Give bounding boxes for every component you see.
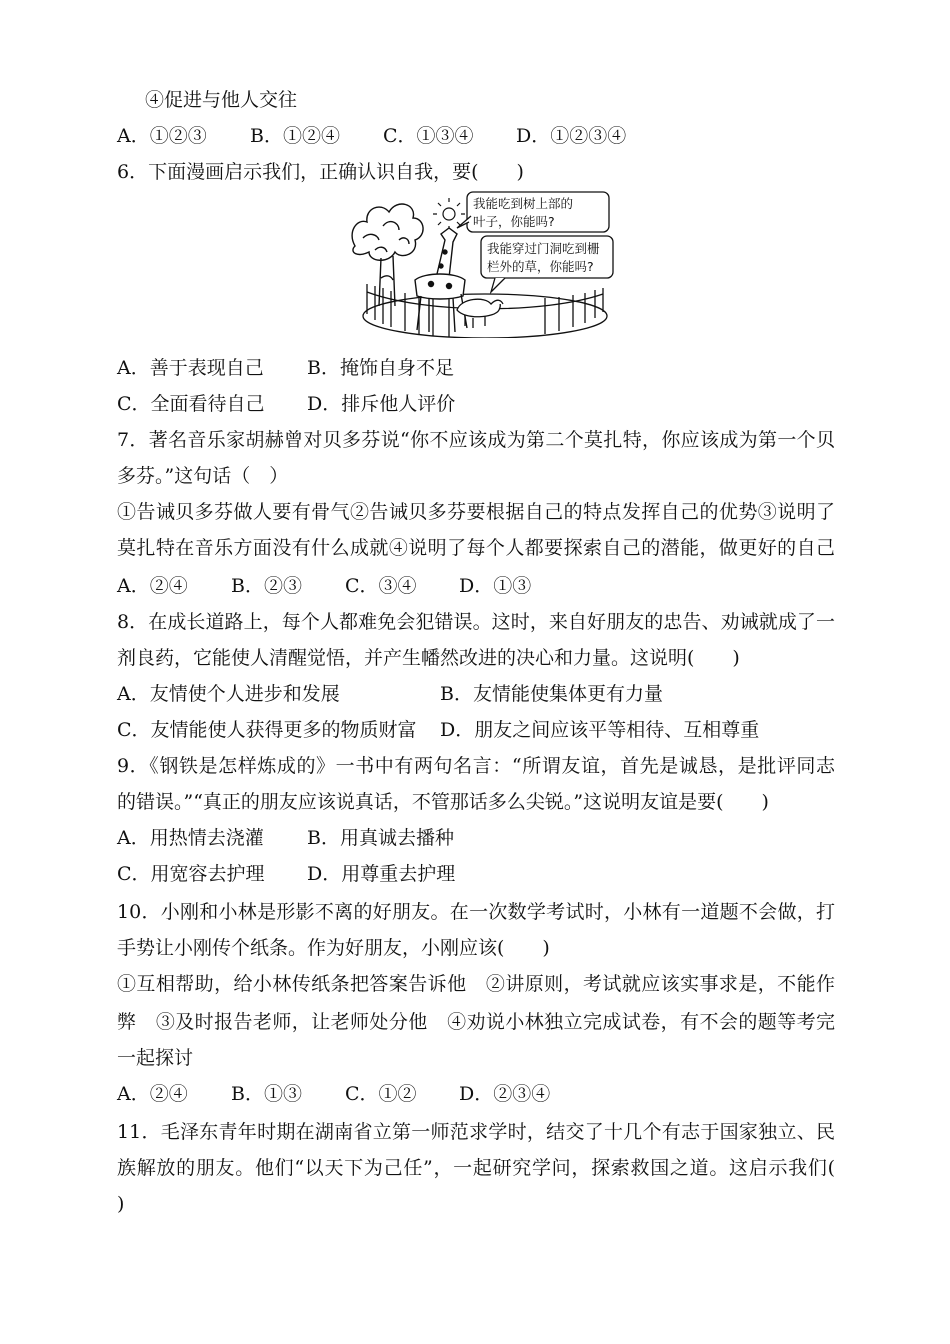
q9-option-b: B．用真诚去播种 — [307, 827, 454, 849]
q7-stem-line1: 7．著名音乐家胡赫曾对贝多芬说“你不应该成为第二个莫扎特，你应该成为第一个贝 — [117, 429, 835, 451]
q10-stem-line1: 10．小刚和小林是形影不离的好朋友。在一次数学考试时，小林有一道题不会做，打 — [117, 901, 835, 923]
giraffe-goat-cartoon — [345, 188, 615, 338]
speech-bubble-goat — [481, 236, 613, 292]
q7-option-b: B．②③ — [231, 575, 302, 597]
q10-option-a: A．②④ — [117, 1083, 188, 1105]
q10-option-d: D．②③④ — [459, 1083, 551, 1105]
q10-items-line3: 一起探讨 — [117, 1047, 194, 1069]
q11-stem-line2: 族解放的朋友。他们“以天下为己任”，一起研究学问，探索救国之道。这启示我们( — [117, 1157, 835, 1179]
q7-items-line2: 莫扎特在音乐方面没有什么成就④说明了每个人都要探索自己的潜能，做更好的自己 — [117, 537, 835, 559]
q11-stem-line3: ) — [117, 1193, 125, 1215]
q7-option-d: D．①③ — [459, 575, 532, 597]
tree-illustration — [352, 204, 423, 306]
bubble2-line1: 我能穿过门洞吃到栅 — [487, 241, 600, 256]
q7-options — [117, 568, 531, 604]
goat-illustration — [457, 299, 503, 328]
q9-stem-line1: 9．《钢铁是怎样炼成的》一书中有两句名言：“所谓友谊，首先是诚恳，是批评同志 — [117, 755, 835, 777]
bubble1-line1: 我能吃到树上部的 — [473, 196, 574, 211]
speech-bubble-giraffe — [457, 192, 609, 232]
q10-options — [117, 1076, 550, 1112]
q5-option-c: C．①③④ — [383, 125, 474, 147]
q11-stem-line1: 11．毛泽东青年时期在湖南省立第一师范求学时，结交了十几个有志于国家独立、民 — [117, 1121, 835, 1143]
q6-option-c: C．全面看待自己 — [117, 393, 265, 415]
q9-option-a: A．用热情去浇灌 — [117, 827, 264, 849]
q7-option-a: A．②④ — [117, 575, 188, 597]
q9-options-row2 — [117, 856, 455, 892]
q6-options-row2 — [117, 386, 455, 422]
bubble2-line2: 栏外的草，你能吗? — [487, 259, 594, 274]
q10-items-line2: 弊 ③及时报告老师，让老师处分他 ④劝说小林独立完成试卷，有不会的题等考完 — [117, 1011, 835, 1033]
q8-option-a: A．友情使个人进步和发展 — [117, 683, 340, 705]
q8-stem-line1: 8．在成长道路上，每个人都难免会犯错误。这时，来自好朋友的忠告、劝诫就成了一 — [117, 611, 835, 633]
q9-option-d: D．用尊重去护理 — [307, 863, 456, 885]
q6-options-row1 — [117, 350, 454, 386]
q10-stem-line2: 手势让小刚传个纸条。作为好朋友，小刚应该( ) — [117, 937, 550, 959]
q5-option-a: A．①②③ — [117, 125, 207, 147]
bubble1-line2: 叶子，你能吗? — [473, 214, 555, 229]
q6-option-a: A．善于表现自己 — [117, 357, 264, 379]
q9-stem-line2: 的错误。”“真正的朋友应该说真话，不管那话多么尖锐。”这说明友谊是要( ) — [117, 791, 769, 813]
q6-option-b: B．掩饰自身不足 — [307, 357, 454, 379]
q10-items-line1: ①互相帮助，给小林传纸条把答案告诉他 ②讲原则，考试就应该实事求是，不能作 — [117, 973, 835, 995]
q8-options-row2 — [117, 712, 759, 748]
q10-option-c: C．①② — [345, 1083, 417, 1105]
q8-option-b: B．友情能使集体更有力量 — [440, 683, 663, 705]
q7-stem-line2: 多芬。”这句话（ ） — [117, 465, 289, 487]
q8-option-d: D．朋友之间应该平等相待、互相尊重 — [440, 719, 760, 741]
q6-stem: 6．下面漫画启示我们，正确认识自我，要( ) — [117, 161, 524, 183]
q10-option-b: B．①③ — [231, 1083, 302, 1105]
q8-options-row1 — [117, 676, 663, 712]
q9-option-c: C．用宽容去护理 — [117, 863, 265, 885]
q7-option-c: C．③④ — [345, 575, 417, 597]
q5-item-4: ④促进与他人交往 — [145, 89, 298, 111]
q7-items-line1: ①告诫贝多芬做人要有骨气②告诫贝多芬要根据自己的特点发挥自己的优势③说明了 — [117, 501, 835, 523]
q5-option-b: B．①②④ — [250, 125, 340, 147]
q5-options — [117, 118, 626, 154]
q6-option-d: D．排斥他人评价 — [307, 393, 456, 415]
giraffe-illustration — [415, 228, 467, 332]
q9-options-row1 — [117, 820, 454, 856]
q8-option-c: C．友情能使人获得更多的物质财富 — [117, 719, 417, 741]
q5-option-d: D．①②③④ — [516, 125, 627, 147]
q8-stem-line2: 剂良药，它能使人清醒觉悟，并产生幡然改进的决心和力量。这说明( ) — [117, 647, 740, 669]
